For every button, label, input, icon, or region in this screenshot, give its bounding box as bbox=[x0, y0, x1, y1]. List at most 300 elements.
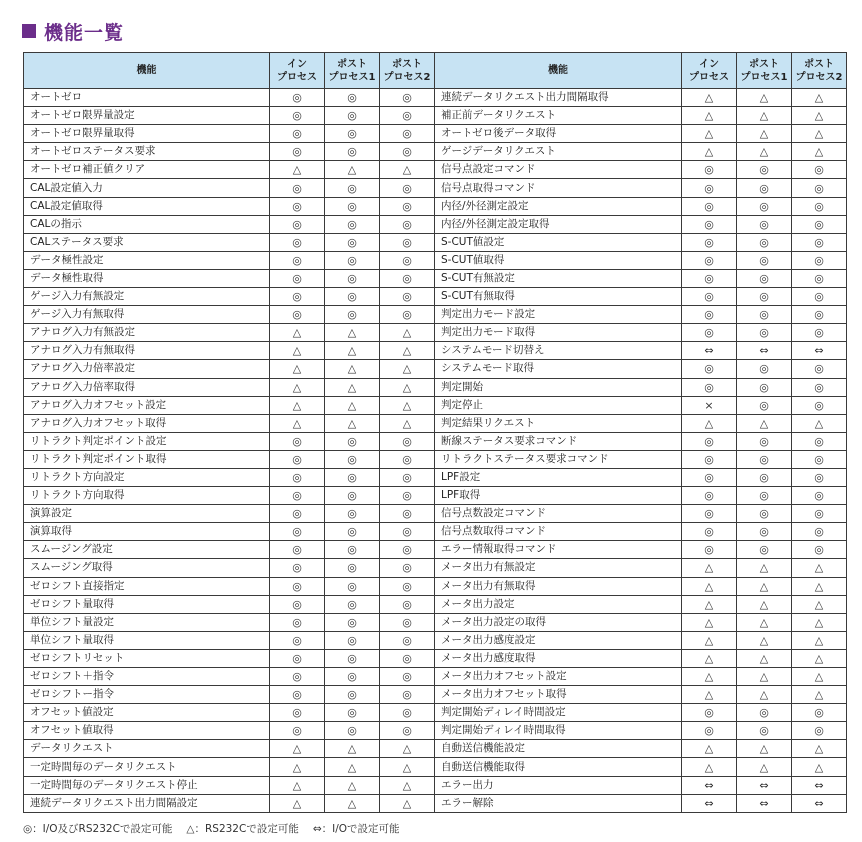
table-row bbox=[24, 468, 847, 486]
availability-mark-right: ◎ bbox=[682, 432, 737, 450]
availability-mark-left: ◎ bbox=[270, 541, 325, 559]
availability-mark-right: ◎ bbox=[682, 487, 737, 505]
availability-mark-right: ◎ bbox=[682, 704, 737, 722]
availability-mark-left: △ bbox=[325, 414, 380, 432]
availability-mark-right: △ bbox=[682, 595, 737, 613]
function-name-left: 一定時間毎のデータリクエスト bbox=[24, 758, 270, 776]
function-name-left: オートゼロ bbox=[24, 89, 270, 107]
availability-mark-left: ◎ bbox=[380, 288, 435, 306]
availability-mark-left: ◎ bbox=[380, 89, 435, 107]
availability-mark-left: △ bbox=[325, 776, 380, 794]
function-name-left: スムージング設定 bbox=[24, 541, 270, 559]
table-row bbox=[24, 414, 847, 432]
availability-mark-left: ◎ bbox=[325, 613, 380, 631]
availability-mark-left: ◎ bbox=[270, 179, 325, 197]
table-row bbox=[24, 577, 847, 595]
availability-mark-right: △ bbox=[682, 740, 737, 758]
availability-mark-right: △ bbox=[792, 758, 847, 776]
function-name-right: 判定開始 bbox=[435, 378, 682, 396]
table-row bbox=[24, 668, 847, 686]
availability-mark-left: ◎ bbox=[380, 450, 435, 468]
availability-mark-left: ◎ bbox=[270, 269, 325, 287]
availability-mark-right: △ bbox=[792, 559, 847, 577]
availability-mark-left: ◎ bbox=[380, 613, 435, 631]
availability-mark-right: ⇔ bbox=[682, 342, 737, 360]
availability-mark-right: △ bbox=[682, 613, 737, 631]
table-row bbox=[24, 143, 847, 161]
header-post-process2-right: ポスト プロセス2 bbox=[792, 53, 847, 89]
availability-mark-left: ◎ bbox=[270, 251, 325, 269]
table-row bbox=[24, 378, 847, 396]
availability-mark-left: ◎ bbox=[380, 179, 435, 197]
availability-mark-left: △ bbox=[380, 776, 435, 794]
availability-mark-left: ◎ bbox=[325, 215, 380, 233]
availability-mark-right: △ bbox=[737, 631, 792, 649]
availability-mark-right: ◎ bbox=[737, 722, 792, 740]
availability-mark-left: △ bbox=[325, 396, 380, 414]
table-row bbox=[24, 342, 847, 360]
header-function-right: 機能 bbox=[435, 53, 682, 89]
header-post-process2-left: ポスト プロセス2 bbox=[380, 53, 435, 89]
availability-mark-right: △ bbox=[737, 649, 792, 667]
availability-mark-right: ◎ bbox=[792, 251, 847, 269]
availability-mark-left: ◎ bbox=[325, 487, 380, 505]
function-name-right: メータ出力有無設定 bbox=[435, 559, 682, 577]
availability-mark-left: ◎ bbox=[270, 288, 325, 306]
function-name-right: 自動送信機能取得 bbox=[435, 758, 682, 776]
function-name-right: メータ出力感度設定 bbox=[435, 631, 682, 649]
availability-mark-left: △ bbox=[270, 794, 325, 812]
availability-mark-left: ◎ bbox=[380, 269, 435, 287]
availability-mark-left: △ bbox=[270, 776, 325, 794]
table-row bbox=[24, 613, 847, 631]
table-body bbox=[24, 89, 847, 813]
function-name-left: CAL設定値取得 bbox=[24, 197, 270, 215]
availability-mark-left: ◎ bbox=[270, 143, 325, 161]
availability-mark-left: △ bbox=[325, 360, 380, 378]
availability-mark-right: △ bbox=[737, 89, 792, 107]
table-row bbox=[24, 450, 847, 468]
header-in-process-left: イン プロセス bbox=[270, 53, 325, 89]
availability-mark-left: ◎ bbox=[270, 432, 325, 450]
table-row bbox=[24, 89, 847, 107]
availability-mark-right: △ bbox=[737, 143, 792, 161]
availability-mark-right: △ bbox=[792, 631, 847, 649]
availability-mark-left: ◎ bbox=[380, 487, 435, 505]
availability-mark-right: ◎ bbox=[682, 360, 737, 378]
availability-mark-right: ◎ bbox=[682, 324, 737, 342]
availability-mark-right: ◎ bbox=[737, 324, 792, 342]
availability-mark-right: ◎ bbox=[737, 215, 792, 233]
availability-mark-right: △ bbox=[682, 631, 737, 649]
function-name-right: 判定出力モード取得 bbox=[435, 324, 682, 342]
availability-mark-left: △ bbox=[325, 758, 380, 776]
availability-mark-left: ◎ bbox=[270, 668, 325, 686]
availability-mark-left: ◎ bbox=[380, 541, 435, 559]
availability-mark-left: ◎ bbox=[325, 179, 380, 197]
availability-mark-left: ◎ bbox=[380, 595, 435, 613]
table-row bbox=[24, 324, 847, 342]
function-name-left: 連続データリクエスト出力間隔設定 bbox=[24, 794, 270, 812]
function-name-left: リトラクト判定ポイント設定 bbox=[24, 432, 270, 450]
table-row bbox=[24, 306, 847, 324]
availability-mark-right: ◎ bbox=[737, 161, 792, 179]
table-row bbox=[24, 107, 847, 125]
header-function-left: 機能 bbox=[24, 53, 270, 89]
availability-mark-right: ◎ bbox=[737, 288, 792, 306]
function-name-right: 信号点取得コマンド bbox=[435, 179, 682, 197]
availability-mark-right: ◎ bbox=[792, 161, 847, 179]
availability-mark-right: △ bbox=[792, 125, 847, 143]
function-name-left: オフセット値設定 bbox=[24, 704, 270, 722]
availability-mark-left: ◎ bbox=[270, 306, 325, 324]
availability-mark-right: △ bbox=[682, 668, 737, 686]
availability-mark-left: ◎ bbox=[270, 631, 325, 649]
header-post-process1-right: ポスト プロセス1 bbox=[737, 53, 792, 89]
function-name-left: リトラクト判定ポイント取得 bbox=[24, 450, 270, 468]
function-name-left: アナログ入力有無設定 bbox=[24, 324, 270, 342]
function-name-right: 判定開始ディレイ時間取得 bbox=[435, 722, 682, 740]
function-name-right: メータ出力オフセット取得 bbox=[435, 686, 682, 704]
availability-mark-right: ◎ bbox=[737, 541, 792, 559]
availability-mark-right: ◎ bbox=[682, 215, 737, 233]
availability-mark-left: △ bbox=[270, 758, 325, 776]
function-name-right: 判定出力モード設定 bbox=[435, 306, 682, 324]
availability-mark-left: ◎ bbox=[270, 613, 325, 631]
availability-mark-right: △ bbox=[737, 125, 792, 143]
availability-mark-right: ◎ bbox=[737, 269, 792, 287]
availability-mark-right: ◎ bbox=[792, 215, 847, 233]
function-name-left: アナログ入力オフセット設定 bbox=[24, 396, 270, 414]
availability-mark-right: ◎ bbox=[792, 324, 847, 342]
availability-mark-right: △ bbox=[792, 613, 847, 631]
function-name-left: オートゼロ限界量設定 bbox=[24, 107, 270, 125]
availability-mark-right: △ bbox=[737, 595, 792, 613]
availability-mark-right: ◎ bbox=[792, 233, 847, 251]
availability-mark-left: ◎ bbox=[325, 143, 380, 161]
availability-mark-left: △ bbox=[270, 414, 325, 432]
function-name-right: 信号点数設定コマンド bbox=[435, 505, 682, 523]
availability-mark-right: × bbox=[682, 396, 737, 414]
availability-mark-left: ◎ bbox=[325, 523, 380, 541]
availability-mark-right: △ bbox=[682, 686, 737, 704]
function-name-right: 内径/外径測定設定 bbox=[435, 197, 682, 215]
availability-mark-right: ◎ bbox=[792, 505, 847, 523]
table-row bbox=[24, 740, 847, 758]
table-row bbox=[24, 197, 847, 215]
availability-mark-right: △ bbox=[682, 758, 737, 776]
function-name-left: CALステータス要求 bbox=[24, 233, 270, 251]
availability-mark-right: △ bbox=[682, 559, 737, 577]
availability-mark-right: △ bbox=[792, 89, 847, 107]
table-row bbox=[24, 215, 847, 233]
table-row bbox=[24, 776, 847, 794]
table-row bbox=[24, 631, 847, 649]
function-name-left: ゼロシフト量取得 bbox=[24, 595, 270, 613]
availability-mark-left: ◎ bbox=[325, 233, 380, 251]
availability-mark-left: △ bbox=[380, 360, 435, 378]
availability-mark-left: ◎ bbox=[325, 631, 380, 649]
availability-mark-right: ◎ bbox=[792, 432, 847, 450]
availability-mark-right: ⇔ bbox=[682, 794, 737, 812]
availability-mark-left: ◎ bbox=[325, 107, 380, 125]
table-row bbox=[24, 360, 847, 378]
function-name-left: ゼロシフト＋指令 bbox=[24, 668, 270, 686]
function-name-left: アナログ入力倍率取得 bbox=[24, 378, 270, 396]
availability-mark-left: ◎ bbox=[325, 649, 380, 667]
availability-mark-left: ◎ bbox=[380, 197, 435, 215]
availability-mark-right: ⇔ bbox=[792, 794, 847, 812]
availability-mark-right: △ bbox=[682, 649, 737, 667]
availability-mark-left: ◎ bbox=[325, 686, 380, 704]
availability-mark-left: △ bbox=[380, 378, 435, 396]
availability-mark-right: ⇔ bbox=[792, 342, 847, 360]
availability-mark-right: ◎ bbox=[682, 197, 737, 215]
availability-mark-left: ◎ bbox=[380, 468, 435, 486]
table-header bbox=[24, 53, 847, 89]
function-name-left: アナログ入力オフセット取得 bbox=[24, 414, 270, 432]
availability-mark-right: ◎ bbox=[737, 179, 792, 197]
page-title bbox=[22, 17, 124, 45]
availability-mark-right: △ bbox=[792, 649, 847, 667]
availability-mark-right: ◎ bbox=[737, 197, 792, 215]
availability-mark-left: ◎ bbox=[380, 631, 435, 649]
availability-mark-left: ◎ bbox=[380, 577, 435, 595]
availability-mark-right: ◎ bbox=[792, 541, 847, 559]
table-row bbox=[24, 396, 847, 414]
function-name-left: 一定時間毎のデータリクエスト停止 bbox=[24, 776, 270, 794]
function-name-left: データリクエスト bbox=[24, 740, 270, 758]
availability-mark-right: ◎ bbox=[737, 432, 792, 450]
availability-mark-left: ◎ bbox=[325, 251, 380, 269]
legend-both: ◎：I/O及びRS232Cで設定可能 bbox=[23, 823, 173, 835]
table-row bbox=[24, 179, 847, 197]
availability-mark-left: ◎ bbox=[270, 89, 325, 107]
availability-mark-right: ◎ bbox=[737, 523, 792, 541]
table-row bbox=[24, 686, 847, 704]
availability-mark-left: ◎ bbox=[380, 306, 435, 324]
availability-mark-left: ◎ bbox=[380, 505, 435, 523]
function-name-right: 補正前データリクエスト bbox=[435, 107, 682, 125]
table-row bbox=[24, 794, 847, 812]
availability-mark-right: ◎ bbox=[737, 487, 792, 505]
function-table bbox=[23, 52, 847, 813]
function-name-left: オートゼロ補正値クリア bbox=[24, 161, 270, 179]
availability-mark-left: ◎ bbox=[270, 722, 325, 740]
availability-mark-right: ◎ bbox=[737, 251, 792, 269]
availability-mark-left: △ bbox=[380, 342, 435, 360]
function-name-right: 判定結果リクエスト bbox=[435, 414, 682, 432]
availability-mark-right: ⇔ bbox=[737, 776, 792, 794]
availability-mark-right: ◎ bbox=[792, 269, 847, 287]
availability-mark-right: △ bbox=[682, 414, 737, 432]
availability-mark-right: ◎ bbox=[682, 161, 737, 179]
availability-mark-left: △ bbox=[325, 740, 380, 758]
title-square-icon bbox=[22, 24, 36, 38]
availability-mark-left: ◎ bbox=[380, 432, 435, 450]
function-name-right: メータ出力有無取得 bbox=[435, 577, 682, 595]
function-name-right: S-CUT有無取得 bbox=[435, 288, 682, 306]
availability-mark-right: ◎ bbox=[737, 450, 792, 468]
availability-mark-left: △ bbox=[380, 161, 435, 179]
availability-mark-left: ◎ bbox=[325, 468, 380, 486]
availability-mark-left: △ bbox=[325, 161, 380, 179]
table-row bbox=[24, 559, 847, 577]
availability-mark-right: ◎ bbox=[682, 269, 737, 287]
function-name-right: リトラクトステータス要求コマンド bbox=[435, 450, 682, 468]
availability-mark-right: ◎ bbox=[682, 288, 737, 306]
function-name-right: 内径/外径測定設定取得 bbox=[435, 215, 682, 233]
availability-mark-right: ◎ bbox=[737, 396, 792, 414]
function-name-right: メータ出力設定の取得 bbox=[435, 613, 682, 631]
availability-mark-left: ◎ bbox=[270, 233, 325, 251]
availability-mark-right: ◎ bbox=[792, 360, 847, 378]
function-name-left: スムージング取得 bbox=[24, 559, 270, 577]
table-row bbox=[24, 505, 847, 523]
availability-mark-left: ◎ bbox=[325, 541, 380, 559]
function-name-left: データ極性設定 bbox=[24, 251, 270, 269]
availability-mark-right: ◎ bbox=[792, 179, 847, 197]
availability-mark-right: △ bbox=[737, 559, 792, 577]
function-name-left: オフセット値取得 bbox=[24, 722, 270, 740]
availability-mark-right: ◎ bbox=[737, 468, 792, 486]
function-name-left: アナログ入力有無取得 bbox=[24, 342, 270, 360]
function-name-left: 演算取得 bbox=[24, 523, 270, 541]
availability-mark-left: ◎ bbox=[380, 686, 435, 704]
header-in-process-right: イン プロセス bbox=[682, 53, 737, 89]
availability-mark-right: △ bbox=[737, 577, 792, 595]
table-row bbox=[24, 251, 847, 269]
availability-mark-right: △ bbox=[737, 740, 792, 758]
function-name-left: オートゼロステータス要求 bbox=[24, 143, 270, 161]
availability-mark-right: △ bbox=[792, 143, 847, 161]
availability-mark-left: ◎ bbox=[380, 107, 435, 125]
availability-mark-right: △ bbox=[792, 414, 847, 432]
availability-mark-left: △ bbox=[380, 414, 435, 432]
availability-mark-right: ◎ bbox=[792, 468, 847, 486]
function-name-right: S-CUT値設定 bbox=[435, 233, 682, 251]
availability-mark-right: △ bbox=[737, 414, 792, 432]
availability-mark-left: △ bbox=[270, 396, 325, 414]
function-name-left: ゼロシフトリセット bbox=[24, 649, 270, 667]
availability-mark-right: ⇔ bbox=[737, 794, 792, 812]
function-name-right: エラー解除 bbox=[435, 794, 682, 812]
availability-mark-right: △ bbox=[737, 686, 792, 704]
availability-mark-left: ◎ bbox=[270, 686, 325, 704]
availability-mark-right: △ bbox=[737, 107, 792, 125]
availability-mark-left: ◎ bbox=[270, 704, 325, 722]
availability-mark-left: ◎ bbox=[325, 125, 380, 143]
availability-mark-left: ◎ bbox=[325, 722, 380, 740]
function-name-left: ゼロシフトー指令 bbox=[24, 686, 270, 704]
table-row bbox=[24, 758, 847, 776]
availability-mark-right: △ bbox=[682, 107, 737, 125]
availability-mark-left: ◎ bbox=[270, 197, 325, 215]
availability-mark-right: △ bbox=[792, 107, 847, 125]
availability-mark-right: △ bbox=[792, 686, 847, 704]
function-name-left: リトラクト方向設定 bbox=[24, 468, 270, 486]
function-name-left: ゲージ入力有無取得 bbox=[24, 306, 270, 324]
availability-mark-right: △ bbox=[792, 668, 847, 686]
availability-mark-left: △ bbox=[270, 324, 325, 342]
availability-mark-left: ◎ bbox=[270, 487, 325, 505]
availability-mark-right: △ bbox=[792, 740, 847, 758]
availability-mark-left: ◎ bbox=[325, 432, 380, 450]
availability-mark-right: ◎ bbox=[737, 378, 792, 396]
availability-mark-right: △ bbox=[737, 613, 792, 631]
availability-mark-left: ◎ bbox=[270, 559, 325, 577]
availability-mark-right: △ bbox=[737, 758, 792, 776]
function-name-right: LPF取得 bbox=[435, 487, 682, 505]
availability-mark-right: ◎ bbox=[682, 505, 737, 523]
function-name-right: S-CUT有無設定 bbox=[435, 269, 682, 287]
availability-mark-right: △ bbox=[682, 143, 737, 161]
availability-mark-left: ◎ bbox=[380, 251, 435, 269]
availability-mark-left: △ bbox=[325, 794, 380, 812]
availability-mark-right: △ bbox=[682, 125, 737, 143]
table-row bbox=[24, 288, 847, 306]
availability-mark-right: △ bbox=[682, 577, 737, 595]
availability-mark-right: △ bbox=[792, 577, 847, 595]
table-row bbox=[24, 704, 847, 722]
availability-mark-left: ◎ bbox=[270, 523, 325, 541]
availability-mark-left: ◎ bbox=[270, 595, 325, 613]
availability-mark-left: ◎ bbox=[270, 649, 325, 667]
availability-mark-left: ◎ bbox=[380, 125, 435, 143]
function-name-right: LPF設定 bbox=[435, 468, 682, 486]
availability-mark-right: ⇔ bbox=[737, 342, 792, 360]
availability-mark-left: △ bbox=[380, 740, 435, 758]
availability-mark-right: ⇔ bbox=[792, 776, 847, 794]
function-name-left: データ極性取得 bbox=[24, 269, 270, 287]
function-name-right: 断線ステータス要求コマンド bbox=[435, 432, 682, 450]
function-name-right: メータ出力設定 bbox=[435, 595, 682, 613]
availability-mark-right: ◎ bbox=[737, 306, 792, 324]
availability-mark-left: △ bbox=[380, 324, 435, 342]
function-name-right: 信号点設定コマンド bbox=[435, 161, 682, 179]
availability-mark-left: ◎ bbox=[270, 450, 325, 468]
table-row bbox=[24, 541, 847, 559]
availability-mark-right: △ bbox=[792, 595, 847, 613]
page-title-text: 機能一覧 bbox=[44, 21, 125, 44]
availability-mark-right: ◎ bbox=[682, 179, 737, 197]
availability-mark-right: ◎ bbox=[792, 704, 847, 722]
availability-mark-left: ◎ bbox=[270, 505, 325, 523]
availability-mark-right: ◎ bbox=[792, 396, 847, 414]
availability-mark-left: ◎ bbox=[380, 523, 435, 541]
table-row bbox=[24, 269, 847, 287]
function-name-right: 判定開始ディレイ時間設定 bbox=[435, 704, 682, 722]
availability-mark-left: ◎ bbox=[325, 450, 380, 468]
function-name-left: ゼロシフト直接指定 bbox=[24, 577, 270, 595]
availability-mark-right: ◎ bbox=[737, 360, 792, 378]
header-post-process1-left: ポスト プロセス1 bbox=[325, 53, 380, 89]
availability-mark-left: ◎ bbox=[380, 668, 435, 686]
table-row bbox=[24, 722, 847, 740]
availability-mark-left: ◎ bbox=[380, 704, 435, 722]
availability-mark-left: ◎ bbox=[325, 197, 380, 215]
table-row bbox=[24, 432, 847, 450]
function-name-right: ゲージデータリクエスト bbox=[435, 143, 682, 161]
availability-mark-left: ◎ bbox=[380, 143, 435, 161]
availability-mark-left: ◎ bbox=[270, 468, 325, 486]
function-name-left: ゲージ入力有無設定 bbox=[24, 288, 270, 306]
availability-mark-left: ◎ bbox=[380, 215, 435, 233]
function-name-right: S-CUT値取得 bbox=[435, 251, 682, 269]
table-row bbox=[24, 487, 847, 505]
function-name-left: リトラクト方向取得 bbox=[24, 487, 270, 505]
function-name-right: 判定停止 bbox=[435, 396, 682, 414]
